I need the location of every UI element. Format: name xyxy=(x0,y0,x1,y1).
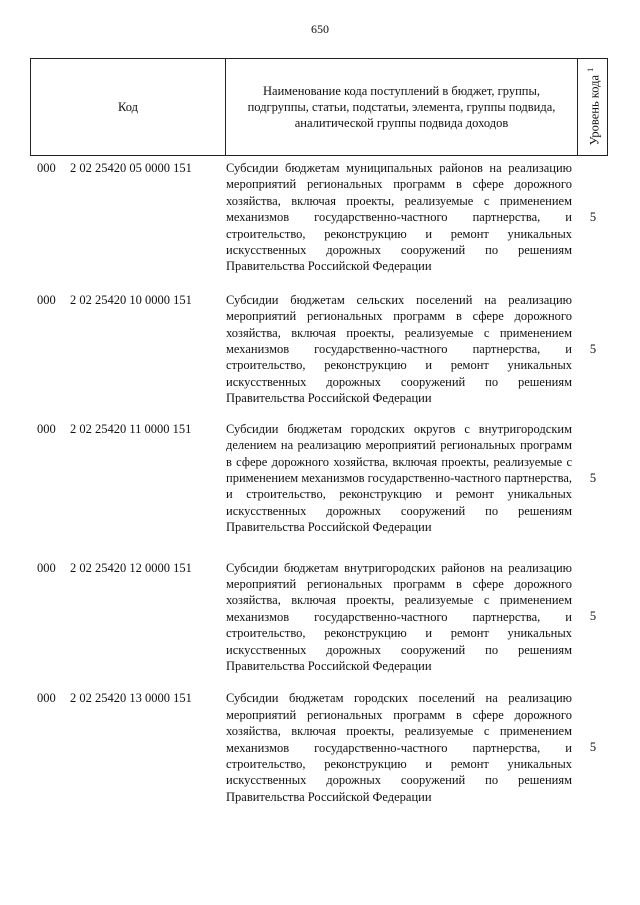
row-admin-code: 000 xyxy=(37,691,56,706)
table-header xyxy=(30,58,608,156)
row-name: Субсидии бюджетам внутригородских районов на реализацию мероприятий региональных программ в сфере дорожного хозяйства, включая проекты, реализуемые с применением механизмов государственно-частного партнерства, и строительство, реконструкцию и ремонт уникальных искусственных дорожных сооружений по решениям Правительства Российской Федерации xyxy=(226,560,572,673)
row-admin-code: 000 xyxy=(37,292,56,307)
table-row xyxy=(30,160,608,275)
table-row xyxy=(30,292,608,407)
row-level: 5 xyxy=(589,470,597,485)
row-revenue-code: 2 02 25420 13 0000 151 xyxy=(70,691,192,706)
row-revenue-code: 2 02 25420 12 0000 151 xyxy=(70,560,192,575)
revenue-codes-table xyxy=(30,58,608,805)
row-admin-code: 000 xyxy=(37,161,56,175)
table-row xyxy=(30,690,608,805)
page-number: 650 xyxy=(311,22,329,36)
row-level: 5 xyxy=(589,209,597,224)
row-name: Субсидии бюджетам муниципальных районов на реализацию мероприятий региональных программ в сфере дорожного хозяйства, включая проекты, реализуемые с применением механизмов государственно-частного партнерства, и строительство, реконструкцию и ремонт уникальных искусственных дорожных сооружений по решениям Правительства Российской Федерации xyxy=(226,161,572,274)
header-code: Код xyxy=(30,59,226,155)
row-level: 5 xyxy=(589,609,597,624)
row-name: Субсидии бюджетам городских округов с внутригородским делением на реализацию мероприятий региональных программ в сфере дорожного хозяйства, включая проекты, реализуемые с применением механизмов государственно-частного партнерства, и строительство, реконструкцию и ремонт уникальных искусственных дорожных сооружений по решениям Правительства Российской Федерации xyxy=(226,421,572,535)
row-admin-code: 000 xyxy=(37,421,56,436)
header-level-text xyxy=(583,68,602,146)
header-level xyxy=(578,59,608,155)
row-name: Субсидии бюджетам городских поселений на реализацию мероприятий региональных программ в сфере дорожного хозяйства, включая проекты, реализуемые с применением механизмов государственно-частного партнерства, и строительство, реконструкцию и ремонт уникальных искусственных дорожных сооружений по решениям Правительства Российской Федерации xyxy=(226,691,572,804)
row-revenue-code: 2 02 25420 10 0000 151 xyxy=(70,292,192,307)
row-level: 5 xyxy=(589,740,597,755)
table-row xyxy=(30,421,608,536)
row-name: Субсидии бюджетам сельских поселений на реализацию мероприятий региональных программ в сфере дорожного хозяйства, включая проекты, реализуемые с применением механизмов государственно-частного партнерства, и строительство, реконструкцию и ремонт уникальных искусственных дорожных сооружений по решениям Правительства Российской Федерации xyxy=(226,292,572,406)
row-level: 5 xyxy=(589,341,597,356)
header-level-label: Уровень кода xyxy=(587,75,602,146)
table-row xyxy=(30,560,608,675)
row-revenue-code: 2 02 25420 11 0000 151 xyxy=(70,421,192,436)
header-name: Наименование кода поступлений в бюджет, группы, подгруппы, статьи, подстатьи, элемента, группы подвида, аналитической группы подвида доходов xyxy=(226,59,578,155)
header-level-footnote: 1 xyxy=(585,68,595,73)
row-admin-code: 000 xyxy=(37,560,56,575)
row-revenue-code: 2 02 25420 05 0000 151 xyxy=(70,161,192,175)
